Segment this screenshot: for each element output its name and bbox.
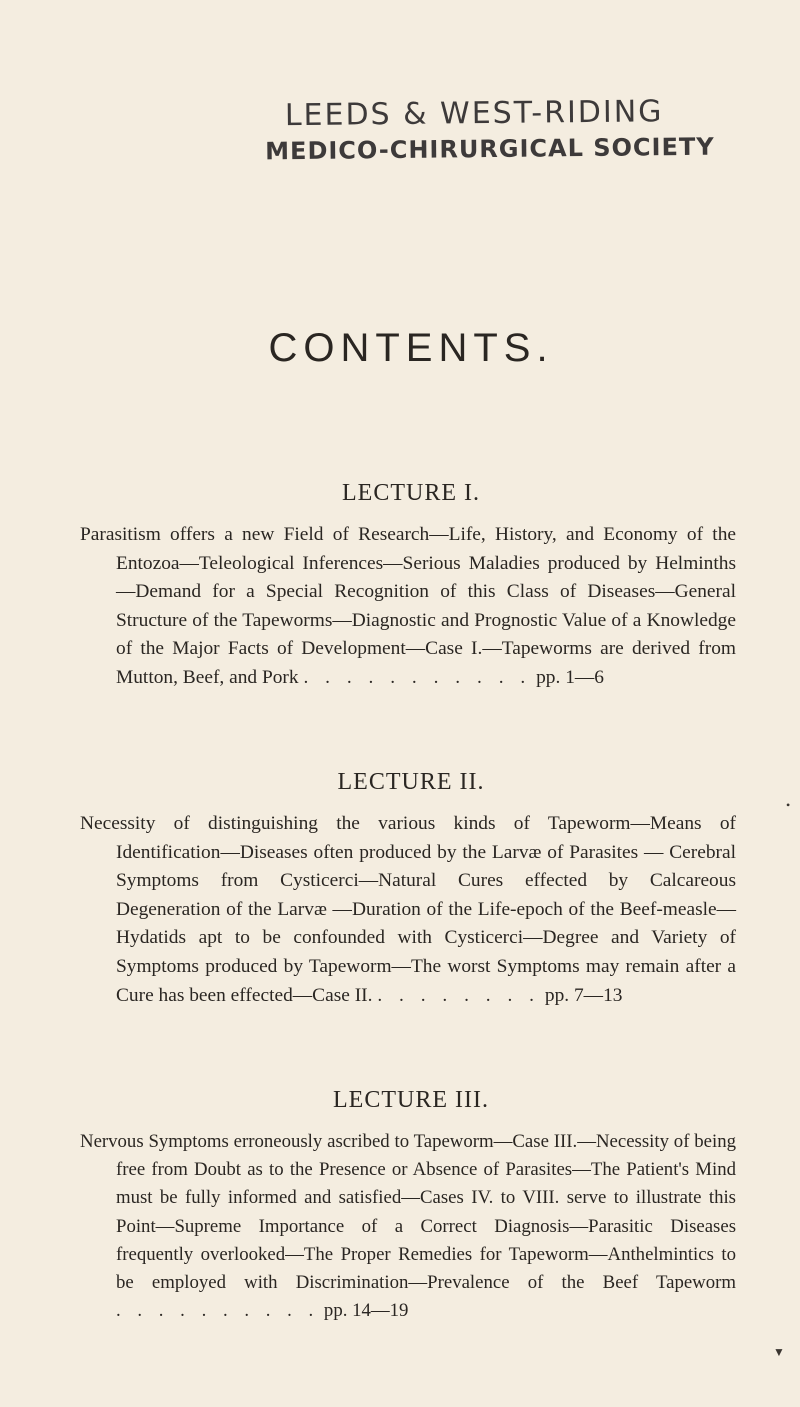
page-reference: [303, 667, 604, 688]
page-title: CONTENTS.: [268, 326, 554, 370]
arrow-mark-icon: ▼: [773, 1345, 785, 1359]
page-range: pp. 7—13: [544, 984, 623, 1006]
lecture-heading: LECTURE I.: [342, 480, 480, 506]
page-reference: [377, 985, 622, 1006]
lecture-section-2: [0, 769, 800, 1010]
lecture-section-1: [0, 480, 800, 693]
lecture-heading: LECTURE III.: [333, 1087, 489, 1113]
lecture-heading: LECTURE II.: [337, 769, 485, 795]
stamp-line-2: MEDICO-CHIRURGICAL SOCIETY: [265, 132, 715, 166]
lecture-text: Nervous Symptoms erroneously ascribed to Tapeworm—Case III.—Necessity of being free from Doubt as to the Presence or Absence of Parasites—The Patient's Mind must be fully informed and satisfied—Cases IV. to VIII. serve to illustrate this Point—Supreme Importance of a Correct Diagnosis—Parasitic Diseases frequently overlooked—The Proper Remedies for Tapeworm—Anthelmintics to be employed with Discrimination—Prevalence of the Beef Tapeworm: [80, 1131, 736, 1294]
dot-leader: . . . . . . . . . .: [116, 1300, 320, 1322]
lecture-summary: [80, 521, 736, 693]
lecture-text: Necessity of distinguishing the various kinds of Tapeworm—Means of Identification—Diseases often produced by the Larvæ of Parasites — Cerebral Symptoms from Cysticerci—Natural Cures effected by Calcareous Degeneration of the Larvæ —Duration of the Life-epoch of the Beef-measle—Hydatids apt to be confounded with Cysticerci—Degree and Variety of Symptoms produced by Tapeworm—The worst Symptoms may remain after a Cure has been effected—Case II.: [80, 813, 736, 1006]
page-range: pp. 1—6: [536, 666, 604, 688]
page-reference: [116, 1300, 408, 1321]
lecture-summary: [80, 1128, 736, 1325]
lecture-summary: [80, 810, 736, 1010]
page-range: pp. 14—19: [323, 1300, 409, 1322]
dot-leader: . . . . . . . . . . .: [303, 666, 532, 688]
stamp-line-1: LEEDS & WEST-RIDING: [284, 94, 664, 134]
specks-mark-icon: •: [786, 798, 791, 812]
lecture-section-3: [0, 1087, 800, 1325]
lecture-text: Parasitism offers a new Field of Research—Life, History, and Economy of the Entozoa—Teleological Inferences—Serious Maladies produced by Helminths—Demand for a Special Recognition of this Class of Diseases—General Structure of the Tapeworms—Diagnostic and Prognostic Value of a Knowledge of the Major Facts of Development—Case I.—Tapeworms are derived from Mutton, Beef, and Pork: [80, 524, 736, 688]
dot-leader: . . . . . . . .: [377, 984, 541, 1006]
library-stamp: [265, 94, 715, 166]
